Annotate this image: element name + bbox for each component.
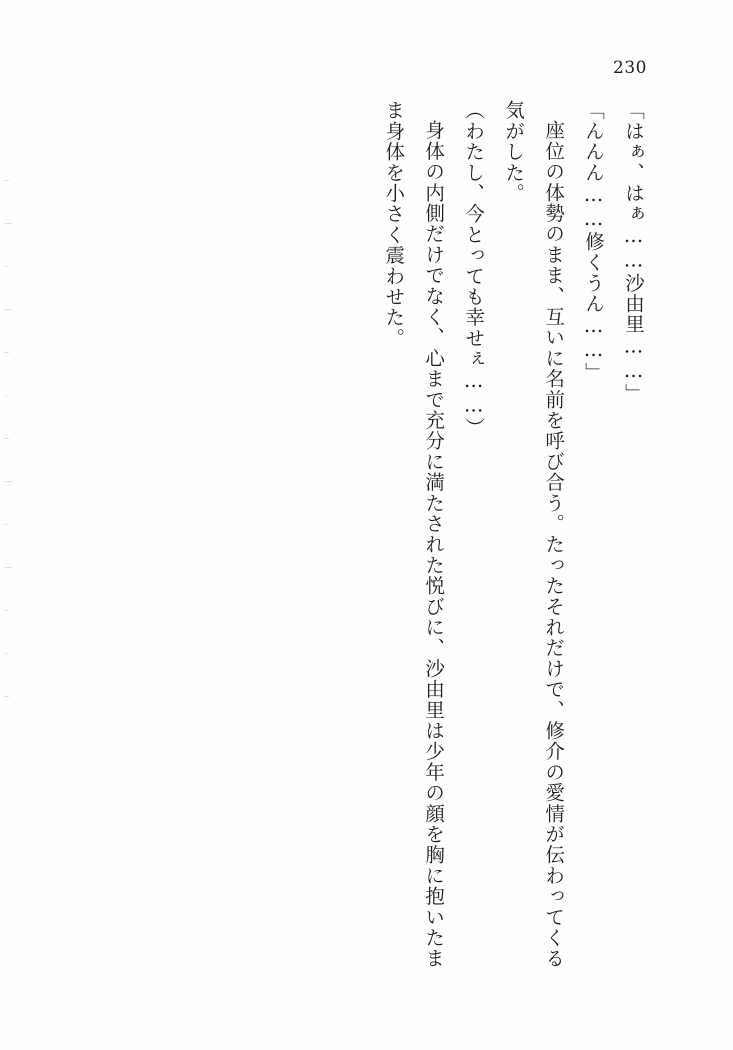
paragraph: 身体の内側だけでなく、心まで充分に満たされた悦びに、沙由里は少年の顔を胸に抱いたまま身体を小さく震わせた。 [382,100,446,969]
paragraph: 「んんん……修くうん……」 [582,100,606,384]
paper-edge-marks [4,180,14,740]
edge-mark [5,395,9,396]
page-number: 230 [613,58,647,78]
edge-mark [5,481,12,482]
edge-mark [4,266,8,267]
page-body-text [373,100,653,980]
edge-mark [5,223,12,224]
edge-mark [4,352,9,353]
edge-mark [4,524,8,525]
paragraph: 「はぁ、はぁ……沙由里……」 [622,100,645,404]
edge-mark [4,696,9,697]
edge-mark [4,610,9,611]
edge-mark [5,567,12,568]
edge-mark [4,438,9,439]
paragraph: 座位の体勢のまま、互いに名前を呼び合う。たったそれだけで、修介の愛情が伝わってくる気がした。 [502,100,566,969]
edge-mark [5,309,12,310]
edge-mark [5,653,9,654]
edge-mark [4,180,9,181]
paragraph: （わたし、今とっても幸せぇ……） [462,100,486,439]
